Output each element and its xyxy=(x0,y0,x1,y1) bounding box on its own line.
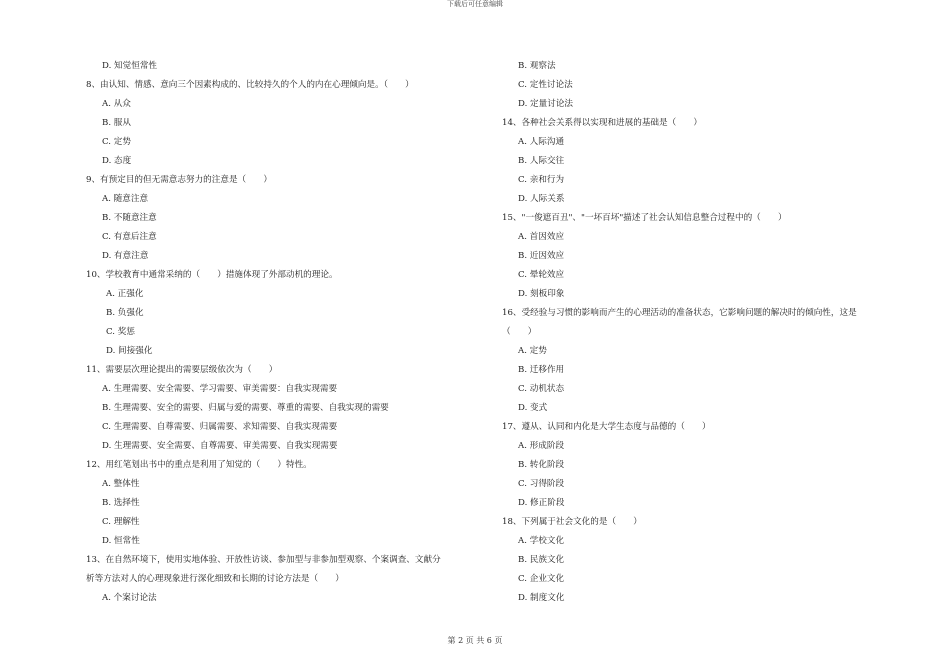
answer-option: D. 人际关系 xyxy=(518,194,565,204)
question-text: （ ） xyxy=(502,327,537,337)
answer-option: A. 首因效应 xyxy=(518,232,565,242)
page-number: 第 2 页 共 6 页 xyxy=(447,636,503,645)
answer-option: A. 个案讨论法 xyxy=(102,593,157,603)
left-column xyxy=(86,57,486,608)
answer-option: D. 间接强化 xyxy=(106,346,153,356)
answer-option: A. 学校文化 xyxy=(518,536,565,546)
answer-option: C. 习得阶段 xyxy=(518,479,565,489)
answer-option: B. 近因效应 xyxy=(518,251,565,261)
answer-option: B. 人际交往 xyxy=(518,156,565,166)
answer-option: D. 修正阶段 xyxy=(518,498,565,508)
answer-option: A. 随意注意 xyxy=(102,194,149,204)
answer-option: B. 迁移作用 xyxy=(518,365,565,375)
answer-option: B. 生理需要、安全的需要、归属与爱的需要、尊重的需要、自我实现的需要 xyxy=(102,403,389,413)
question-text: 16、受经验与习惯的影响而产生的心理活动的准备状态，它影响问题的解决时的倾向性，这是 xyxy=(502,308,857,318)
question-text: 17、遵从、认同和内化是大学生态度与品德的（ ） xyxy=(502,422,711,432)
answer-option: C. 亲和行为 xyxy=(518,175,565,185)
answer-option: C. 企业文化 xyxy=(518,574,565,584)
answer-option: A. 整体性 xyxy=(102,479,140,489)
question-text: 11、需要层次理论提出的需要层级依次为（ ） xyxy=(86,365,278,375)
answer-option: B. 观察法 xyxy=(518,61,556,71)
answer-option: B. 选择性 xyxy=(102,498,140,508)
answer-option: D. 定量讨论法 xyxy=(518,99,574,109)
answer-option: C. 定性讨论法 xyxy=(518,80,573,90)
answer-option: A. 从众 xyxy=(102,99,131,109)
question-text: 18、下列属于社会文化的是（ ） xyxy=(502,517,642,527)
answer-option: D. 恒常性 xyxy=(102,536,140,546)
answer-option: A. 形成阶段 xyxy=(518,441,565,451)
answer-option: B. 民族文化 xyxy=(518,555,565,565)
answer-option: C. 生理需要、自尊需要、归属需要、求知需要、自我实现需要 xyxy=(102,422,338,432)
answer-option: D. 变式 xyxy=(518,403,548,413)
question-text: 13、在自然环境下，使用实地体验、开放性访谈、参加型与非参加型观察、个案调查、文献分 xyxy=(86,555,441,565)
answer-option: D. 知觉恒常性 xyxy=(102,61,158,71)
right-column xyxy=(502,57,912,608)
answer-option: C. 定势 xyxy=(102,137,131,147)
answer-option: B. 不随意注意 xyxy=(102,213,157,223)
question-text: 12、用红笔划出书中的重点是利用了知觉的（ ）特性。 xyxy=(86,460,312,470)
answer-option: D. 态度 xyxy=(102,156,132,166)
answer-option: B. 负强化 xyxy=(106,308,144,318)
answer-option: C. 有意后注意 xyxy=(102,232,157,242)
answer-option: A. 正强化 xyxy=(106,289,144,299)
answer-option: D. 刻板印象 xyxy=(518,289,565,299)
answer-option: C. 动机状态 xyxy=(518,384,565,394)
answer-option: D. 生理需要、安全需要、自尊需要、审美需要、自我实现需要 xyxy=(102,441,338,451)
question-text: 15、"一俊遮百丑"、"一坏百坏"描述了社会认知信息整合过程中的（ ） xyxy=(502,213,787,223)
answer-option: A. 人际沟通 xyxy=(518,137,565,147)
answer-option: B. 服从 xyxy=(102,118,131,128)
answer-option: A. 定势 xyxy=(518,346,547,356)
question-text: 10、学校教育中通常采纳的（ ）措施体现了外部动机的理论。 xyxy=(86,270,338,280)
answer-option: B. 转化阶段 xyxy=(518,460,565,470)
answer-option: A. 生理需要、安全需要、学习需要、审美需要：自我实现需要 xyxy=(102,384,338,394)
question-text: 8、由认知、情感、意向三个因素构成的、比较持久的个人的内在心理倾向是。（ ） xyxy=(86,80,414,90)
question-text: 析等方法对人的心理现象进行深化细致和长期的讨论方法是（ ） xyxy=(86,574,344,584)
question-text: 14、各种社会关系得以实现和进展的基础是（ ） xyxy=(502,118,702,128)
answer-option: C. 晕轮效应 xyxy=(518,270,565,280)
question-text: 9、有预定目的但无需意志努力的注意是（ ） xyxy=(86,175,272,185)
page-header: 下载后可任意编辑 xyxy=(447,0,503,8)
answer-option: D. 有意注意 xyxy=(102,251,149,261)
answer-option: C. 理解性 xyxy=(102,517,140,527)
answer-option: C. 奖惩 xyxy=(106,327,135,337)
answer-option: D. 制度文化 xyxy=(518,593,565,603)
